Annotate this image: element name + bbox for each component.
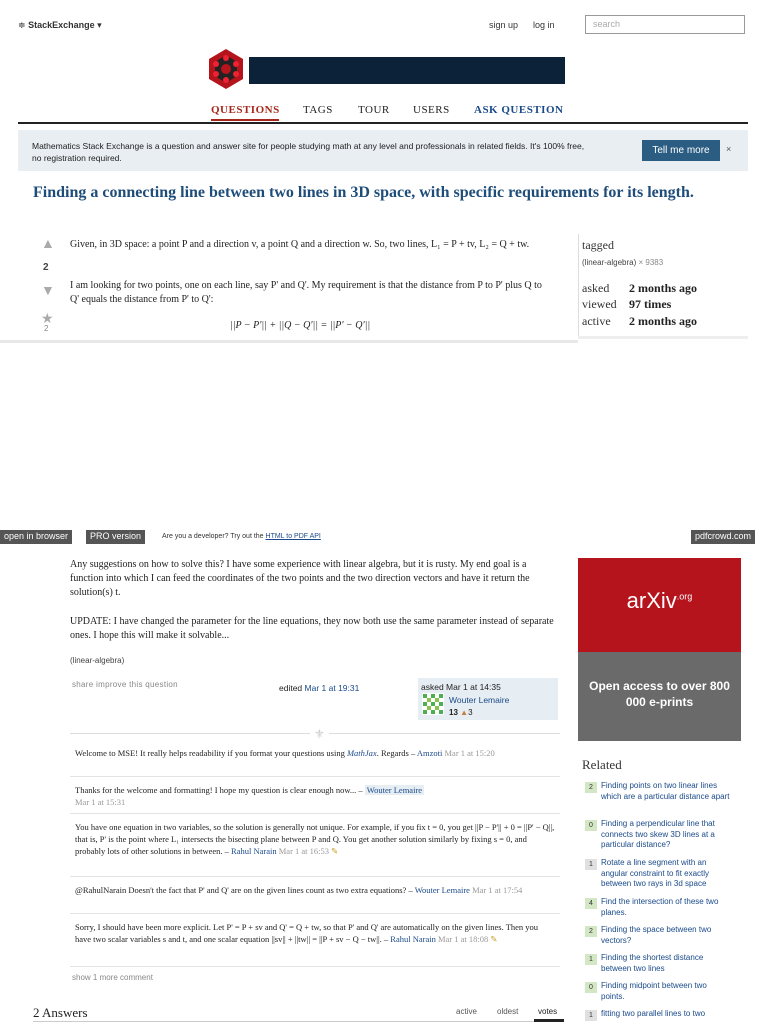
math-logo-icon [203,47,249,91]
login-link[interactable]: log in [533,20,555,30]
related-link[interactable]: Find the intersection of these two planes. [601,897,719,917]
related-score: 0 [585,820,597,831]
comment: You have one equation in two variables, so the solution is generally not unique. For example, if you fix t = 0, you get ||P − P'|| + 0 = ||P' − Q||, that is, P' is the point where L₁ intersects the bisecting plane between P and Q. You get another solution similarly by fixing s = 0, and probably lots of other solutions in between. – Rahul Narain Mar 1 at 16:53 ✎ [75,822,555,856]
favorite-count: 2 [44,324,49,333]
related-link[interactable]: Finding a perpendicular line that connects two skew 3D lines at a particular distance? [601,819,715,849]
question-tag[interactable]: (linear-algebra) [70,656,125,665]
nav-tags[interactable]: TAGS [303,104,333,116]
related-heading: Related [582,757,622,772]
comment-date: Mar 1 at 17:54 [472,885,523,895]
related-score: 1 [585,859,597,870]
edited-label: edited [279,683,305,693]
downvote-icon[interactable]: ▼ [41,282,55,298]
vote-count: 2 [43,262,49,273]
comment-divider [70,966,560,967]
viewed-value: 97 times [629,297,672,311]
tagged-label: tagged [582,238,614,252]
avatar[interactable] [422,693,444,715]
related-score: 1 [585,1010,597,1021]
related-link[interactable]: Rotate a line segment with an angular constraint to fit exactly between two rays in 3d space [601,858,710,888]
question-paragraph-1: Given, in 3D space: a point P and a direction v, a point Q and a direction w. So, two lines, L₁ = P + tv, L₂ = Q + tw. [70,239,530,250]
comment-date: Mar 1 at 18:08 [437,934,489,944]
sidebar-divider [578,234,579,339]
open-in-browser-button[interactable]: open in browser [0,530,72,544]
asked-label: asked [582,281,610,295]
page-break-shadow [0,340,578,343]
arxiv-logo: arXiv$^{.org}$ [626,588,693,613]
active-value[interactable]: 2 months ago [629,314,698,328]
stackexchange-icon: ≑ [18,20,26,30]
nav-active-underline [211,119,279,121]
network-name: StackExchange [28,20,95,30]
chevron-down-icon: ▾ [97,20,102,30]
nav-divider [18,122,748,124]
close-icon[interactable]: × [726,144,732,154]
comment: @RahulNarain Doesn't the fact that P' and Q' are on the given lines count as two extra equations? – Wouter Lemaire Mar 1 at 17:54 [75,885,523,895]
comment-divider [70,876,560,877]
related-score: 2 [585,926,597,937]
pro-version-button[interactable]: PRO version [86,530,145,544]
asked-date: asked Mar 1 at 14:35 [421,682,501,692]
pdfcrowd-link[interactable]: pdfcrowd.com [691,530,755,544]
edited-info [279,683,359,693]
site-logo[interactable] [203,47,565,91]
related-link[interactable]: Finding midpoint between two points. [601,981,707,1001]
sort-active-underline [534,1019,564,1022]
answers-divider [33,1021,563,1022]
question-title[interactable]: Finding a connecting line between two lines in 3D space, with specific requirements for its length. [33,184,694,201]
comment: Welcome to MSE! It really helps readability if you format your questions using MathJax. Regards – Amzoti Mar 1 at 15:20 [75,748,495,758]
edit-pencil-icon: ✎ [490,934,498,944]
sort-tab-votes[interactable]: votes [538,1007,558,1016]
comment-user-link[interactable]: Amzoti [416,748,443,758]
edit-pencil-icon: ✎ [331,846,339,856]
comment-date: Mar 1 at 16:53 [278,846,330,856]
question-paragraph-4: UPDATE: I have changed the parameter for the line equations, they now both use the same parameter instead of separate ones. I hope this will make it solvable... [70,616,554,641]
nav-questions[interactable]: QUESTIONS [211,104,280,116]
nav-ask-question[interactable]: ASK QUESTION [474,104,564,116]
search-input[interactable]: search [585,15,745,34]
comment-divider [70,913,560,914]
notice-text: Mathematics Stack Exchange is a question and answer site for people studying math at any level and professionals in related fields. It's 100% free, no registration required. [32,141,585,163]
question-paragraph-2: I am looking for two points, one on each line, say P' and Q'. My requirement is that the distance from P to P' plus Q to Q' equals the distance from P' to Q': [70,280,542,305]
question-paragraph-3: Any suggestions on how to solve this? I have some experience with linear algebra, but it is rusty. My end goal is a function into which I can feed the coordinates of the two points and the two direction vectors and have it return the solution(s) t. [70,559,530,598]
ad-text: Open access to over 800 000 e-prints [589,679,730,709]
nav-users[interactable]: USERS [413,104,450,116]
show-more-comments-link[interactable]: show 1 more comment [72,973,153,982]
developer-promo-text: Are you a developer? Try out the [162,533,266,540]
comment-divider [70,813,560,814]
developer-promo [162,533,321,540]
related-score: 2 [585,782,597,793]
mathjax-link[interactable]: MathJax [346,748,377,758]
comment: Thanks for the welcome and formatting! I hope my question is clear enough now... – Wouter Lemaire Mar 1 at 15:31 [75,785,423,807]
related-link[interactable]: Finding the space between two vectors? [601,925,712,945]
edited-date-link[interactable]: Mar 1 at 19:31 [304,683,360,693]
asked-value: 2 months ago [629,281,698,295]
sort-tab-oldest[interactable]: oldest [497,1007,519,1016]
comment-date: Mar 1 at 15:31 [75,797,126,807]
fleur-ornament-icon: ⚜ [310,727,329,741]
page-break-shadow-side [578,336,748,339]
question-equation: ||P − P'|| + ||Q − Q'|| = ||P' − Q'|| [230,320,371,331]
nav-tour[interactable]: TOUR [358,104,390,116]
html-to-pdf-link[interactable]: HTML to PDF API [265,533,321,540]
related-link[interactable]: Finding the shortest distance between two lines [601,953,704,973]
related-score: 0 [585,982,597,993]
asker-name-link[interactable]: Wouter Lemaire [449,695,510,705]
tell-me-more-button[interactable]: Tell me more [642,140,720,161]
comment-user-link[interactable]: Rahul Narain [231,846,277,856]
favorite-star-icon[interactable]: ★ [41,310,54,326]
upvote-icon[interactable]: ▲ [41,235,55,251]
reputation-score: 13 [449,708,458,717]
stackexchange-menu[interactable] [18,20,102,31]
comment-divider [70,776,560,777]
sort-tab-active[interactable]: active [456,1007,477,1016]
answers-heading: 2 Answers [33,1005,88,1020]
share-improve-links[interactable]: share improve this question [72,680,178,689]
related-score: 4 [585,898,597,909]
comment-user-link[interactable]: Wouter Lemaire [366,785,423,795]
signup-link[interactable]: sign up [489,20,519,30]
viewed-label: viewed [582,297,617,311]
sidebar-tag [582,258,663,267]
related-link[interactable]: fitting two parallel lines to two [601,1009,706,1018]
related-score: 1 [585,954,597,965]
tag-count: × 9383 [638,258,664,267]
comment-date: Mar 1 at 15:20 [444,748,495,758]
logo-wordmark [249,57,565,84]
bronze-count: 3 [468,708,473,717]
asker-reputation [449,708,473,717]
bronze-badge-icon: ▲ [460,708,469,717]
tag-linear-algebra[interactable]: (linear-algebra) [582,258,637,267]
comment-user-link[interactable]: Wouter Lemaire [414,885,470,895]
active-label: active [582,314,611,328]
related-link[interactable]: Finding points on two linear lines which are a particular distance apart [601,781,730,801]
comment: Sorry, I should have been more explicit. Let P' = P + sv and Q' = Q + tw, so that P' and Q' are automatically on the given lines. Then you have two scalar variables s and t, and one scalar equation ||sv|| + ||tw|| = ||P + sv − Q − tw||. – Rahul Narain Mar 1 at 18:08 ✎ [75,922,539,944]
comment-user-link[interactable]: Rahul Narain [390,934,436,944]
